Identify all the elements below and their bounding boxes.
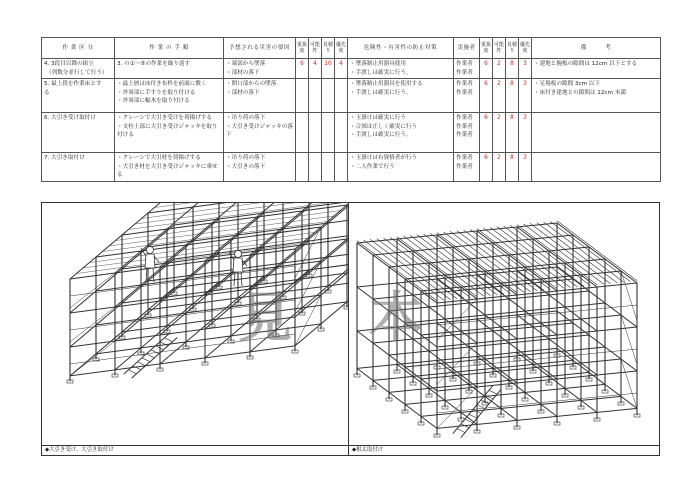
- cell-priority: [335, 79, 348, 113]
- header-estimate-after: 見積り: [506, 38, 519, 59]
- watermark-right: 本: [369, 286, 423, 349]
- cell-remarks: ・足場板の隙間 3cm 以下 ・床付き建地との隙間は 12cm 未満: [532, 79, 661, 113]
- illustration-area: [41, 202, 660, 456]
- caption-right: ◆根太取付け: [349, 445, 659, 455]
- cell-procedure: 3. の①～⑤の作業を繰り返す: [115, 59, 224, 79]
- cell-severity: 6: [296, 59, 309, 79]
- cell-severity-after: 6: [480, 153, 493, 182]
- watermark-left: 見: [238, 286, 292, 349]
- table-row: [42, 153, 661, 182]
- header-possibility-after: 可能性: [493, 38, 506, 59]
- illustration-panel-right: [349, 203, 659, 455]
- cell-severity: [296, 79, 309, 113]
- table-row: [42, 113, 661, 153]
- cell-estimate-after: 8: [506, 59, 519, 79]
- header-hazard: 予想される災害の要因: [224, 38, 296, 59]
- cell-measures: ・玉掛けは有資格者が行う ・二人作業で行う: [348, 153, 454, 182]
- header-priority: 優先度: [335, 38, 348, 59]
- header-possibility: 可能性: [309, 38, 322, 59]
- cell-possibility: 4: [309, 59, 322, 79]
- cell-severity-after: 6: [480, 59, 493, 79]
- header-priority-after: 優先度: [519, 38, 532, 59]
- cell-possibility: [309, 153, 322, 182]
- cell-hazard: ・端部から墜落 ・部材の落下: [224, 59, 296, 79]
- cell-possibility-after: 2: [493, 113, 506, 153]
- cell-remarks: [532, 113, 661, 153]
- cell-priority-after: 3: [519, 153, 532, 182]
- cell-executor: 作業者 作業者: [454, 79, 480, 113]
- cell-estimate-after: 8: [506, 79, 519, 113]
- header-remarks: 備 考: [532, 38, 661, 59]
- cell-estimate: [322, 153, 335, 182]
- cell-category: 7. 大引き取付け: [42, 153, 115, 182]
- cell-priority: 4: [335, 59, 348, 79]
- cell-estimate-after: 8: [506, 113, 519, 153]
- header-measures: 危険性・有害性の防止対策: [348, 38, 454, 59]
- cell-possibility: [309, 113, 322, 153]
- cell-procedure: ・クレーンで大引き受けを荷揚げする ・支柱上部に大引き受けジャッキを取り付ける: [115, 113, 224, 153]
- cell-possibility-after: 2: [493, 153, 506, 182]
- table-header-row: [42, 38, 661, 59]
- cell-priority-after: 3: [519, 59, 532, 79]
- cell-measures: ・墜落制止用器具使用 ・手渡しは確実に行う。: [348, 59, 454, 79]
- cell-possibility: [309, 79, 322, 113]
- cell-severity: [296, 113, 309, 153]
- table-row: [42, 59, 661, 79]
- cell-priority: [335, 113, 348, 153]
- cell-remarks: [532, 153, 661, 182]
- caption-left: ◆大引き受け、大引き取付け: [42, 445, 348, 455]
- cell-priority-after: 3: [519, 79, 532, 113]
- header-estimate: 見積り: [322, 38, 335, 59]
- cell-estimate: [322, 113, 335, 153]
- cell-category: 4. 3段目以降の組立 （列数分並行して行う）: [42, 59, 115, 79]
- cell-estimate-after: 8: [506, 153, 519, 182]
- cell-executor: 作業者 作業者: [454, 59, 480, 79]
- cell-priority: [335, 153, 348, 182]
- cell-possibility-after: 2: [493, 79, 506, 113]
- risk-assessment-table: [41, 37, 661, 182]
- cell-severity: [296, 153, 309, 182]
- cell-procedure: ・最上層は床付き布枠を前面に敷く ・外周部に手すりを取り付ける ・外周部に幅木を取り付ける: [115, 79, 224, 113]
- scaffold-frame: [67, 203, 349, 383]
- cell-measures: ・墜落制止用器具を使用する ・手渡しは確実に行う。: [348, 79, 454, 113]
- cell-hazard: ・吊り荷の落下 ・大引きの落下: [224, 153, 296, 182]
- cell-severity-after: 6: [480, 113, 493, 153]
- cell-remarks: ・建地と腕板の隙間は 12cm 以下とする: [532, 59, 661, 79]
- cell-category: 6. 大引き受け取付け: [42, 113, 115, 153]
- header-severity: 重篤度: [296, 38, 309, 59]
- table-row: [42, 79, 661, 113]
- cell-severity-after: 6: [480, 79, 493, 113]
- cell-hazard: ・吊り荷の落下 ・大引き受けジャッキの落下: [224, 113, 296, 153]
- illustration-panel-left: [42, 203, 349, 455]
- scaffold-illustration-left: [42, 203, 349, 446]
- header-category: 作 業 区 分: [42, 38, 115, 59]
- cell-procedure: ・クレーンで大引材を荷揚げする ・大引き材を大引き受けジャッキに乗せる: [115, 153, 224, 182]
- cell-category: 5. 最上段を作業床とす る: [42, 79, 115, 113]
- cell-possibility-after: 2: [493, 59, 506, 79]
- cell-executor: 作業者 作業者: [454, 153, 480, 182]
- header-procedure: 作 業 の 手 順: [115, 38, 224, 59]
- header-severity-after: 重篤度: [480, 38, 493, 59]
- cell-measures: ・玉掛けは確実に行う ・合図は正しく確実に行う ・手渡しは確実に行う。: [348, 113, 454, 153]
- cell-estimate: 10: [322, 59, 335, 79]
- cell-hazard: ・開口部からの墜落 ・部材の落下: [224, 79, 296, 113]
- cell-executor: 作業者 作業者 作業者: [454, 113, 480, 153]
- cell-priority-after: 3: [519, 113, 532, 153]
- cell-estimate: [322, 79, 335, 113]
- header-executor: 実施者: [454, 38, 480, 59]
